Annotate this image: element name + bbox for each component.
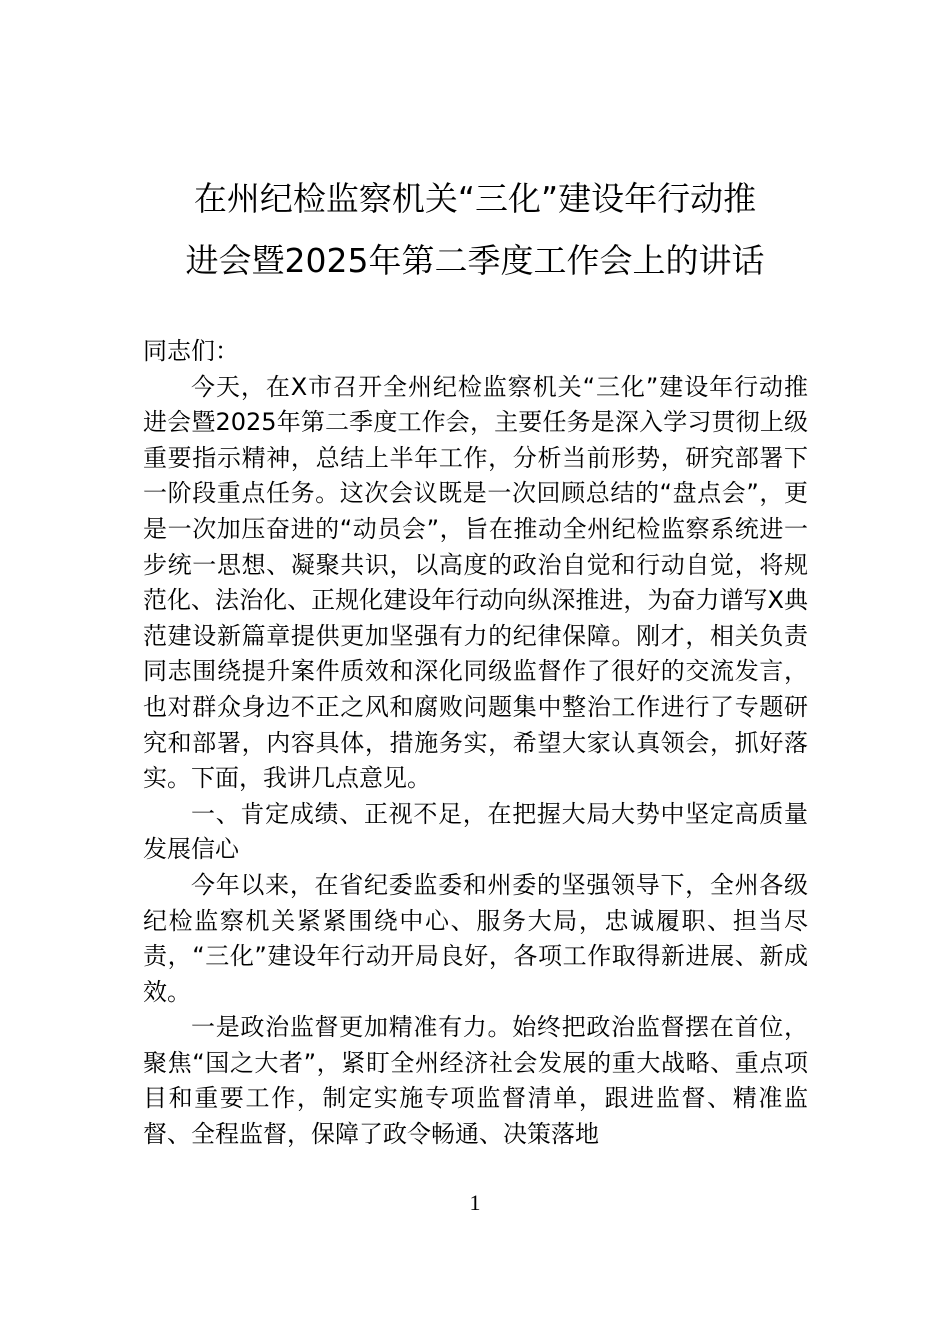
section-heading-1: 一、肯定成绩、正视不足，在把握大局大势中坚定高质量发展信心 xyxy=(143,799,808,864)
salutation: 同志们： xyxy=(143,337,239,365)
title-line-2: 进会暨2025年第二季度工作会上的讲话 xyxy=(185,241,765,280)
paragraph-achievements: 今年以来，在省纪委监委和州委的坚强领导下，全州各级纪检监察机关紧紧围绕中心、服务大局，忠诚履职、担当尽责，“三化”建设年行动开局良好，各项工作取得新进展、新成效。 xyxy=(143,870,808,1006)
speech-body xyxy=(143,334,808,1153)
page-number: 1 xyxy=(469,1190,481,1215)
title-line-1: 在州纪检监察机关“三化”建设年行动推 xyxy=(193,179,757,218)
document-title xyxy=(140,168,810,292)
paragraph-political-supervision: 一是政治监督更加精准有力。始终把政治监督摆在首位，聚焦“国之大者”，紧盯全州经济社会发展的重大战略、重点项目和重要工作，制定实施专项监督清单，跟进监督、精准监督、全程监督，保障了政令畅通、决策落地 xyxy=(143,1013,808,1149)
paragraph-intro: 今天，在X市召开全州纪检监察机关“三化”建设年行动推进会暨2025年第二季度工作会，主要任务是深入学习贯彻上级重要指示精神，总结上半年工作，分析当前形势，研究部署下一阶段重点任务。这次会议既是一次回顾总结的“盘点会”，更是一次加压奋进的“动员会”，旨在推动全州纪检监察系统进一步统一思想、凝聚共识，以高度的政治自觉和行动自觉，将规范化、法治化、正规化建设年行动向纵深推进，为奋力谱写X典范建设新篇章提供更加坚强有力的纪律保障。刚才，相关负责同志围绕提升案件质效和深化同级监督作了很好的交流发言，也对群众身边不正之风和腐败问题集中整治工作进行了专题研究和部署，内容具体，措施务实，希望大家认真领会，抓好落实。下面，我讲几点意见。 xyxy=(143,372,808,793)
